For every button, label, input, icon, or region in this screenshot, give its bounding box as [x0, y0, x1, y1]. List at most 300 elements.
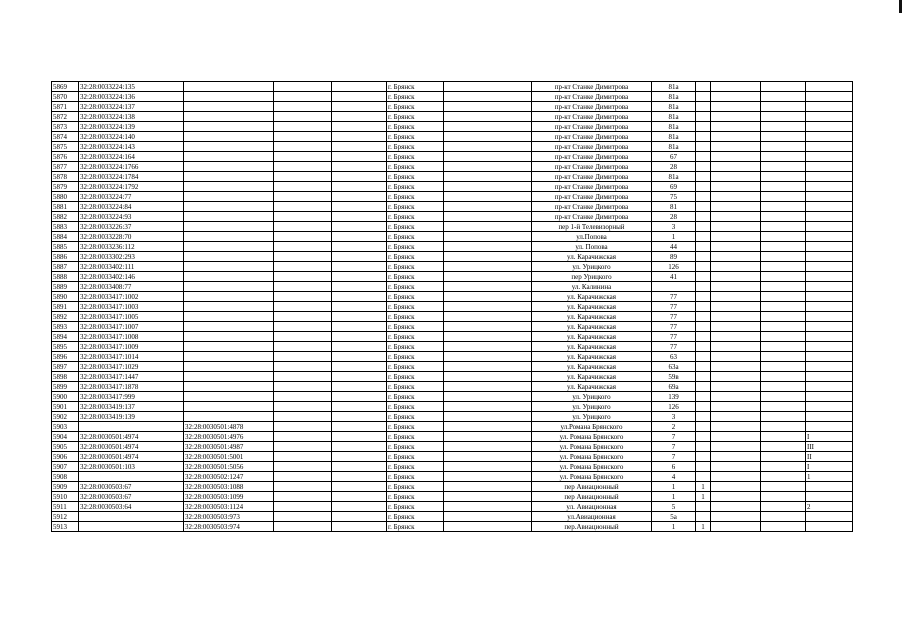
cell-empty-col-c: [444, 212, 532, 222]
cell-empty-col-e: [761, 482, 806, 492]
table-row: [52, 242, 853, 252]
cell-mark: [696, 422, 711, 432]
cell-street: ул. Карачижская: [532, 322, 652, 332]
cell-empty-col-a: [274, 182, 332, 192]
cell-house-number: 126: [652, 262, 696, 272]
cell-mark: [696, 402, 711, 412]
cell-empty-col-d: [711, 362, 761, 372]
cell-house-number: 44: [652, 242, 696, 252]
cell-empty-col-d: [711, 492, 761, 502]
cell-house-number: 126: [652, 402, 696, 412]
cell-cadastral-number: 32:28:0033224:93: [79, 212, 184, 222]
cell-cadastral-number-2: [184, 362, 274, 372]
cell-part-number: [806, 372, 853, 382]
cell-empty-col-e: [761, 442, 806, 452]
cell-part-number: [806, 202, 853, 212]
cell-empty-col-d: [711, 142, 761, 152]
cell-mark: [696, 152, 711, 162]
cell-cadastral-number: 32:28:0033417:999: [79, 392, 184, 402]
cell-empty-col-b: [332, 392, 387, 402]
cell-empty-col-e: [761, 362, 806, 372]
cell-empty-col-d: [711, 322, 761, 332]
cell-empty-col-a: [274, 82, 332, 92]
cell-empty-col-d: [711, 292, 761, 302]
cell-city: г. Брянск: [387, 122, 444, 132]
cell-row-number: 5873: [52, 122, 79, 132]
cell-street: ул. Карачижская: [532, 342, 652, 352]
cell-cadastral-number-2: [184, 92, 274, 102]
cell-part-number: [806, 182, 853, 192]
cell-street: пер Урицкого: [532, 272, 652, 282]
cell-empty-col-d: [711, 282, 761, 292]
cell-empty-col-b: [332, 462, 387, 472]
cell-street: ул. Урицкого: [532, 262, 652, 272]
cell-empty-col-e: [761, 402, 806, 412]
cell-cadastral-number: 32:28:0033302:293: [79, 252, 184, 262]
cell-empty-col-a: [274, 202, 332, 212]
cell-empty-col-d: [711, 242, 761, 252]
cell-mark: [696, 412, 711, 422]
cell-empty-col-a: [274, 322, 332, 332]
cell-empty-col-b: [332, 112, 387, 122]
cell-empty-col-c: [444, 352, 532, 362]
cell-empty-col-a: [274, 412, 332, 422]
cell-empty-col-e: [761, 252, 806, 262]
table-row: [52, 322, 853, 332]
cell-empty-col-a: [274, 422, 332, 432]
cell-empty-col-c: [444, 202, 532, 212]
cell-empty-col-e: [761, 352, 806, 362]
cell-empty-col-b: [332, 122, 387, 132]
cell-house-number: 1: [652, 492, 696, 502]
cell-empty-col-a: [274, 222, 332, 232]
cell-street: пр-кт Станке Димитрова: [532, 122, 652, 132]
cell-empty-col-e: [761, 232, 806, 242]
cell-empty-col-d: [711, 152, 761, 162]
cell-cadastral-number-2: [184, 322, 274, 332]
cell-cadastral-number-2: 32:28:0030501:5001: [184, 452, 274, 462]
cell-city: г. Брянск: [387, 372, 444, 382]
cell-mark: [696, 182, 711, 192]
cell-street: пр-кт Станке Димитрова: [532, 82, 652, 92]
cell-empty-col-a: [274, 442, 332, 452]
cell-mark: [696, 512, 711, 522]
cell-city: г. Брянск: [387, 142, 444, 152]
cell-cadastral-number: [79, 472, 184, 482]
cell-empty-col-e: [761, 512, 806, 522]
cell-city: г. Брянск: [387, 492, 444, 502]
cell-street: ул. Урицкого: [532, 412, 652, 422]
cell-cadastral-number: 32:28:0033224:139: [79, 122, 184, 132]
cell-city: г. Брянск: [387, 312, 444, 322]
cell-city: г. Брянск: [387, 382, 444, 392]
cell-cadastral-number: 32:28:0033402:111: [79, 262, 184, 272]
cell-empty-col-c: [444, 142, 532, 152]
cell-cadastral-number: 32:28:0033408:77: [79, 282, 184, 292]
cell-empty-col-b: [332, 362, 387, 372]
cell-street: ул. Романа Брянского: [532, 452, 652, 462]
cell-cadastral-number-2: 32:28:0030503:974: [184, 522, 274, 532]
cell-empty-col-a: [274, 462, 332, 472]
cell-empty-col-c: [444, 472, 532, 482]
cell-part-number: I: [806, 432, 853, 442]
cell-cadastral-number-2: [184, 102, 274, 112]
cell-empty-col-a: [274, 492, 332, 502]
cell-cadastral-number: 32:28:0030501:4974: [79, 432, 184, 442]
cell-house-number: 77: [652, 312, 696, 322]
cell-empty-col-c: [444, 162, 532, 172]
cell-part-number: [806, 242, 853, 252]
cell-row-number: 5900: [52, 392, 79, 402]
cell-cadastral-number-2: [184, 112, 274, 122]
cell-mark: [696, 132, 711, 142]
cell-empty-col-e: [761, 222, 806, 232]
cell-house-number: 69: [652, 182, 696, 192]
cell-empty-col-c: [444, 372, 532, 382]
cell-empty-col-e: [761, 432, 806, 442]
cell-empty-col-c: [444, 252, 532, 262]
cell-part-number: 1: [806, 472, 853, 482]
cell-mark: [696, 242, 711, 252]
cell-house-number: 1: [652, 482, 696, 492]
cell-row-number: 5913: [52, 522, 79, 532]
cell-row-number: 5903: [52, 422, 79, 432]
table-row: [52, 352, 853, 362]
cell-row-number: 5878: [52, 172, 79, 182]
cell-empty-col-c: [444, 432, 532, 442]
cell-house-number: 7: [652, 452, 696, 462]
cell-city: г. Брянск: [387, 132, 444, 142]
cell-empty-col-d: [711, 212, 761, 222]
cell-empty-col-e: [761, 292, 806, 302]
table-row: [52, 92, 853, 102]
cell-part-number: [806, 412, 853, 422]
cell-empty-col-b: [332, 382, 387, 392]
cell-empty-col-d: [711, 452, 761, 462]
cell-cadastral-number: 32:28:0033224:164: [79, 152, 184, 162]
table-row: [52, 142, 853, 152]
cell-mark: [696, 252, 711, 262]
cell-row-number: 5894: [52, 332, 79, 342]
cell-city: г. Брянск: [387, 202, 444, 212]
cell-street: пр-кт Станке Димитрова: [532, 112, 652, 122]
cell-empty-col-e: [761, 212, 806, 222]
cell-street: ул. Карачижская: [532, 292, 652, 302]
cell-empty-col-b: [332, 142, 387, 152]
cell-empty-col-e: [761, 412, 806, 422]
cell-street: пер Авиационный: [532, 492, 652, 502]
cell-row-number: 5880: [52, 192, 79, 202]
cell-empty-col-d: [711, 272, 761, 282]
cell-row-number: 5906: [52, 452, 79, 462]
cell-cadastral-number-2: 32:28:0030503:973: [184, 512, 274, 522]
cell-street: ул. Карачижская: [532, 362, 652, 372]
cell-mark: [696, 142, 711, 152]
table-row: [52, 492, 853, 502]
table-row: [52, 332, 853, 342]
cell-part-number: [806, 392, 853, 402]
cell-mark: [696, 342, 711, 352]
cell-house-number: 59в: [652, 372, 696, 382]
cell-row-number: 5890: [52, 292, 79, 302]
table-row: [52, 462, 853, 472]
cell-house-number: 77: [652, 292, 696, 302]
cell-empty-col-a: [274, 402, 332, 412]
cell-empty-col-a: [274, 332, 332, 342]
cell-house-number: 81а: [652, 102, 696, 112]
table-row: [52, 262, 853, 272]
cell-house-number: 81а: [652, 142, 696, 152]
cell-cadastral-number-2: [184, 222, 274, 232]
cell-empty-col-b: [332, 352, 387, 362]
cell-mark: [696, 122, 711, 132]
cell-empty-col-a: [274, 502, 332, 512]
cell-part-number: [806, 92, 853, 102]
cell-city: г. Брянск: [387, 282, 444, 292]
table-row: [52, 152, 853, 162]
cell-empty-col-a: [274, 452, 332, 462]
cell-cadastral-number: 32:28:0030503:67: [79, 482, 184, 492]
cell-empty-col-b: [332, 262, 387, 272]
cell-house-number: 6: [652, 462, 696, 472]
cell-mark: [696, 92, 711, 102]
cell-row-number: 5908: [52, 472, 79, 482]
table-row: [52, 162, 853, 172]
cell-empty-col-e: [761, 142, 806, 152]
cell-part-number: [806, 292, 853, 302]
table-row: [52, 522, 853, 532]
cell-street: пр-кт Станке Димитрова: [532, 192, 652, 202]
cell-row-number: 5882: [52, 212, 79, 222]
cell-street: пер 1-й Телевизорный: [532, 222, 652, 232]
cell-empty-col-c: [444, 132, 532, 142]
cell-cadastral-number-2: 32:28:0030502:1247: [184, 472, 274, 482]
cell-empty-col-b: [332, 422, 387, 432]
cell-house-number: 28: [652, 212, 696, 222]
cell-empty-col-a: [274, 272, 332, 282]
cell-street: ул. Карачижская: [532, 332, 652, 342]
cell-empty-col-e: [761, 262, 806, 272]
cell-empty-col-c: [444, 362, 532, 372]
cell-empty-col-b: [332, 302, 387, 312]
cell-cadastral-number: 32:28:0033224:84: [79, 202, 184, 212]
table-row: [52, 372, 853, 382]
table-row: [52, 402, 853, 412]
cell-empty-col-b: [332, 432, 387, 442]
cell-empty-col-e: [761, 282, 806, 292]
cell-empty-col-b: [332, 342, 387, 352]
cell-part-number: II: [806, 452, 853, 462]
cell-cadastral-number-2: [184, 82, 274, 92]
cell-street: ул. Романа Брянского: [532, 442, 652, 452]
cell-empty-col-b: [332, 512, 387, 522]
cell-empty-col-e: [761, 242, 806, 252]
cell-street: ул. Попова: [532, 242, 652, 252]
table-row: [52, 362, 853, 372]
cell-row-number: 5884: [52, 232, 79, 242]
cell-cadastral-number: 32:28:0033417:1878: [79, 382, 184, 392]
cell-mark: [696, 322, 711, 332]
cell-empty-col-c: [444, 452, 532, 462]
cell-cadastral-number-2: [184, 382, 274, 392]
cell-empty-col-c: [444, 402, 532, 412]
cell-empty-col-b: [332, 182, 387, 192]
cell-empty-col-a: [274, 392, 332, 402]
table-row: [52, 192, 853, 202]
cell-street: ул. Карачижская: [532, 302, 652, 312]
cell-part-number: [806, 272, 853, 282]
cell-city: г. Брянск: [387, 302, 444, 312]
cell-street: ул. Романа Брянского: [532, 462, 652, 472]
table-row: [52, 482, 853, 492]
cell-house-number: 81а: [652, 132, 696, 142]
cell-empty-col-b: [332, 152, 387, 162]
cell-empty-col-d: [711, 162, 761, 172]
cell-cadastral-number: 32:28:0033224:136: [79, 92, 184, 102]
cell-city: г. Брянск: [387, 232, 444, 242]
cell-empty-col-e: [761, 452, 806, 462]
cell-empty-col-a: [274, 342, 332, 352]
cell-empty-col-c: [444, 102, 532, 112]
cell-empty-col-b: [332, 252, 387, 262]
cell-empty-col-e: [761, 152, 806, 162]
cell-cadastral-number: 32:28:0033417:1005: [79, 312, 184, 322]
cell-cadastral-number: 32:28:0033419:139: [79, 412, 184, 422]
cell-empty-col-e: [761, 382, 806, 392]
cell-city: г. Брянск: [387, 362, 444, 372]
cell-house-number: 77: [652, 342, 696, 352]
cell-empty-col-a: [274, 152, 332, 162]
cell-empty-col-b: [332, 222, 387, 232]
cell-empty-col-c: [444, 502, 532, 512]
cell-part-number: [806, 342, 853, 352]
cell-mark: [696, 472, 711, 482]
cell-row-number: 5883: [52, 222, 79, 232]
cell-part-number: [806, 332, 853, 342]
cell-cadastral-number-2: [184, 272, 274, 282]
cell-part-number: [806, 252, 853, 262]
cell-part-number: [806, 212, 853, 222]
cell-cadastral-number: 32:28:0033417:1007: [79, 322, 184, 332]
cell-street: пр-кт Станке Димитрова: [532, 152, 652, 162]
cell-mark: [696, 212, 711, 222]
cell-city: г. Брянск: [387, 242, 444, 252]
cell-house-number: 81а: [652, 112, 696, 122]
cell-cadastral-number: 32:28:0033224:1766: [79, 162, 184, 172]
cell-empty-col-a: [274, 232, 332, 242]
cell-empty-col-b: [332, 312, 387, 322]
cell-mark: [696, 502, 711, 512]
cell-mark: [696, 82, 711, 92]
cell-empty-col-c: [444, 92, 532, 102]
cell-mark: [696, 102, 711, 112]
cell-row-number: 5877: [52, 162, 79, 172]
cell-empty-col-b: [332, 502, 387, 512]
cell-cadastral-number: 32:28:0033417:1447: [79, 372, 184, 382]
cell-cadastral-number-2: 32:28:0030503:1099: [184, 492, 274, 502]
cell-city: г. Брянск: [387, 272, 444, 282]
cell-empty-col-a: [274, 482, 332, 492]
cell-city: г. Брянск: [387, 212, 444, 222]
cell-empty-col-e: [761, 342, 806, 352]
cell-house-number: [652, 282, 696, 292]
cell-cadastral-number: [79, 422, 184, 432]
cell-cadastral-number-2: [184, 142, 274, 152]
cell-empty-col-e: [761, 322, 806, 332]
cell-part-number: [806, 352, 853, 362]
cell-empty-col-d: [711, 472, 761, 482]
cell-street: ул.Романа Брянского: [532, 422, 652, 432]
table-row: [52, 512, 853, 522]
cell-empty-col-d: [711, 392, 761, 402]
cell-empty-col-d: [711, 232, 761, 242]
cell-row-number: 5870: [52, 92, 79, 102]
cell-empty-col-a: [274, 172, 332, 182]
cell-cadastral-number: 32:28:0033224:140: [79, 132, 184, 142]
cell-cadastral-number: 32:28:0033402:146: [79, 272, 184, 282]
cell-empty-col-a: [274, 512, 332, 522]
cell-empty-col-e: [761, 192, 806, 202]
cell-empty-col-e: [761, 182, 806, 192]
cell-empty-col-a: [274, 162, 332, 172]
cell-city: г. Брянск: [387, 222, 444, 232]
cell-city: г. Брянск: [387, 392, 444, 402]
cell-mark: [696, 112, 711, 122]
cell-cadastral-number: 32:28:0033417:1008: [79, 332, 184, 342]
cell-house-number: 75: [652, 192, 696, 202]
cell-city: г. Брянск: [387, 102, 444, 112]
cell-empty-col-a: [274, 362, 332, 372]
cell-empty-col-c: [444, 482, 532, 492]
cell-city: г. Брянск: [387, 442, 444, 452]
cell-cadastral-number-2: 32:28:0030501:4976: [184, 432, 274, 442]
cell-city: г. Брянск: [387, 112, 444, 122]
cell-empty-col-d: [711, 112, 761, 122]
cell-row-number: 5881: [52, 202, 79, 212]
cell-cadastral-number: 32:28:0033417:1003: [79, 302, 184, 312]
table-row: [52, 272, 853, 282]
cell-house-number: 89: [652, 252, 696, 262]
cell-house-number: 1: [652, 232, 696, 242]
cell-empty-col-d: [711, 252, 761, 262]
cell-part-number: [806, 152, 853, 162]
cell-mark: [696, 312, 711, 322]
cell-empty-col-e: [761, 472, 806, 482]
cell-city: г. Брянск: [387, 512, 444, 522]
cell-row-number: 5893: [52, 322, 79, 332]
cell-house-number: 4: [652, 472, 696, 482]
cell-house-number: 63: [652, 352, 696, 362]
cell-empty-col-a: [274, 302, 332, 312]
cell-mark: [696, 162, 711, 172]
cell-row-number: 5898: [52, 372, 79, 382]
cell-empty-col-a: [274, 102, 332, 112]
cell-mark: 1: [696, 522, 711, 532]
table-row: [52, 342, 853, 352]
cell-empty-col-e: [761, 312, 806, 322]
cell-row-number: 5911: [52, 502, 79, 512]
table-row: [52, 222, 853, 232]
cell-empty-col-a: [274, 242, 332, 252]
cell-house-number: 81а: [652, 82, 696, 92]
cell-empty-col-d: [711, 262, 761, 272]
cell-mark: [696, 262, 711, 272]
cell-city: г. Брянск: [387, 412, 444, 422]
cell-empty-col-b: [332, 472, 387, 482]
cell-empty-col-b: [332, 82, 387, 92]
cell-empty-col-b: [332, 372, 387, 382]
cell-house-number: 81: [652, 202, 696, 212]
